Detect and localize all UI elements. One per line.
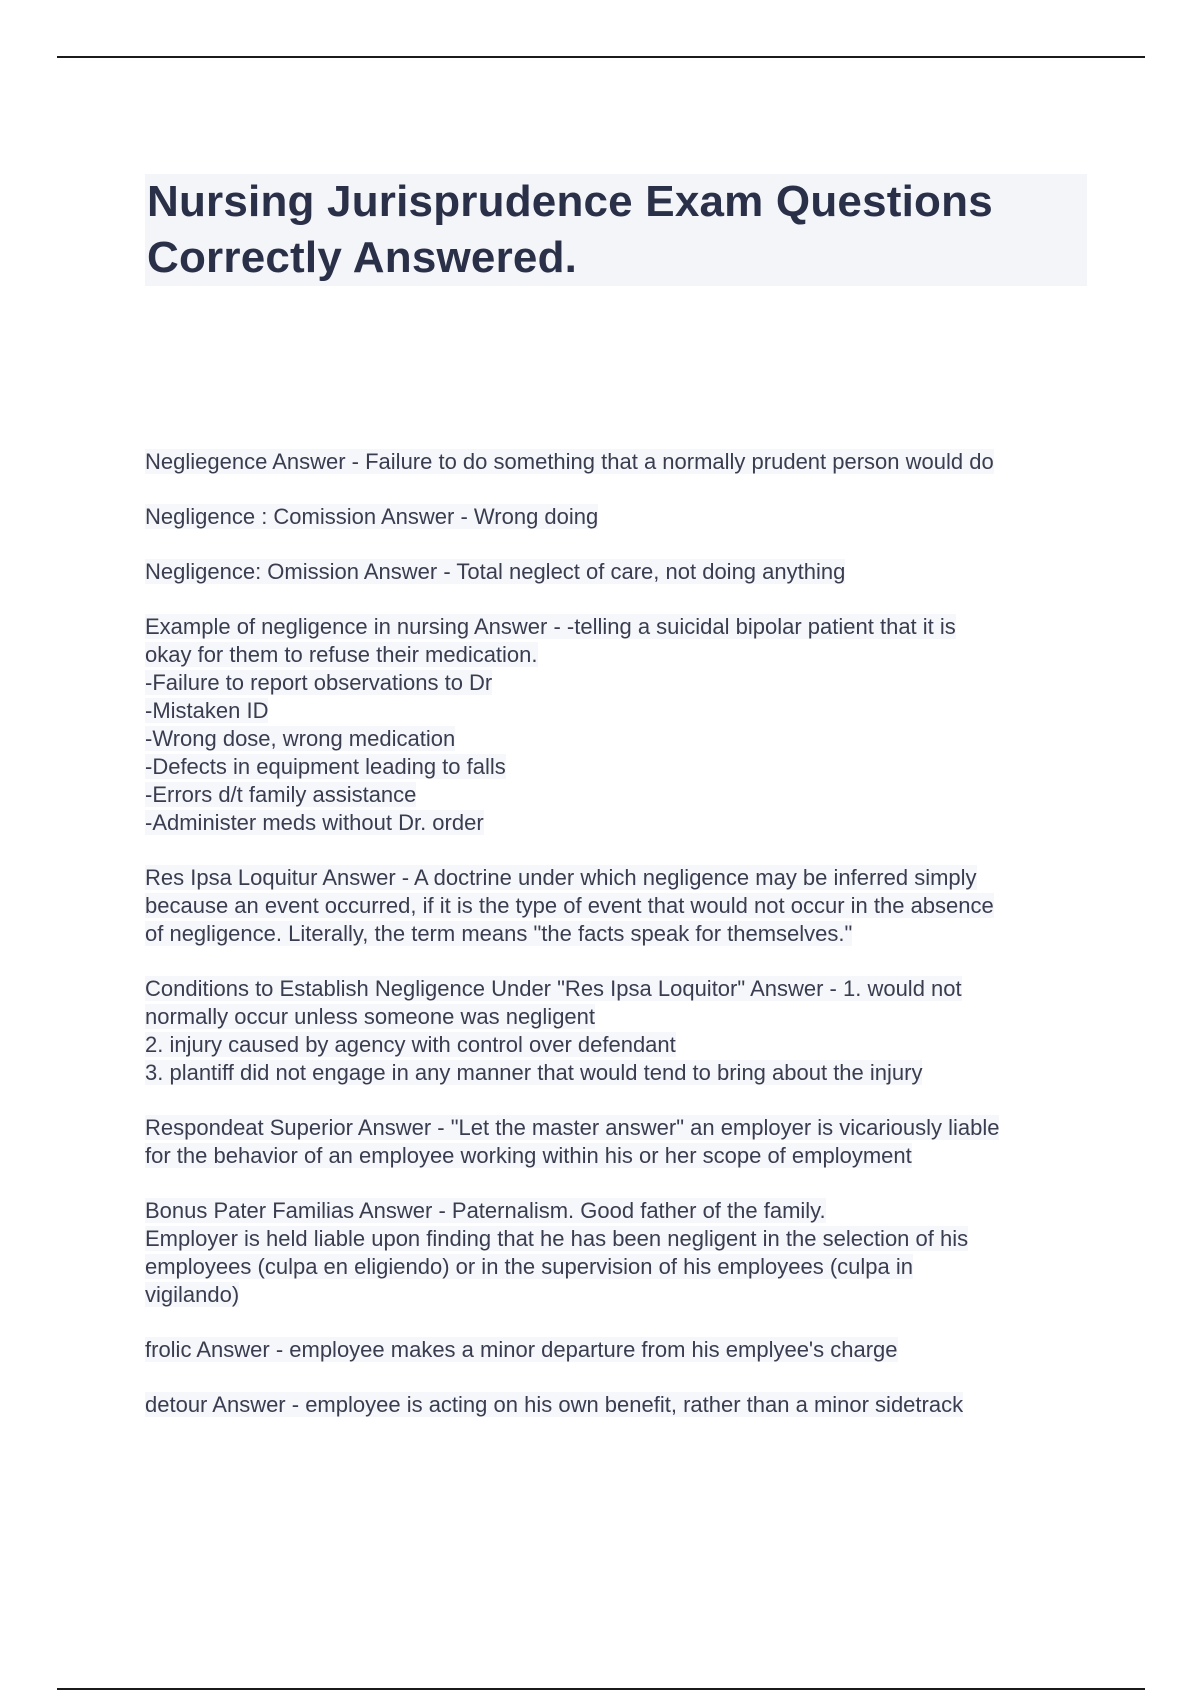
qa-text-line: -Wrong dose, wrong medication [145, 726, 456, 751]
qa-text-line: 2. injury caused by agency with control over defendant [145, 1032, 676, 1057]
qa-text-line: -Mistaken ID [145, 698, 269, 723]
bottom-divider [57, 1688, 1145, 1690]
qa-text-line: Bonus Pater Familias Answer - Paternalism. Good father of the family. [145, 1198, 826, 1223]
qa-text-line: -Errors d/t family assistance [145, 782, 417, 807]
qa-text-line: frolic Answer - employee makes a minor departure from his emplyee's charge [145, 1337, 898, 1362]
qa-text-line: Respondeat Superior Answer - "Let the master answer" an employer is vicariously liable [145, 1115, 1000, 1140]
qa-text-line: Example of negligence in nursing Answer - -telling a suicidal bipolar patient that it is [145, 614, 956, 639]
qa-text-line: -Defects in equipment leading to falls [145, 754, 506, 779]
qa-text-line: Res Ipsa Loquitur Answer - A doctrine under which negligence may be inferred simply [145, 865, 977, 890]
qa-text-line: okay for them to refuse their medication. [145, 642, 538, 667]
qa-text-line: of negligence. Literally, the term means "the facts speak for themselves." [145, 921, 853, 946]
qa-entry [145, 1197, 1095, 1309]
qa-text-line: Negligence: Omission Answer - Total neglect of care, not doing anything [145, 559, 846, 584]
title-block [145, 174, 1087, 286]
title-line: Correctly Answered. [147, 233, 578, 282]
qa-entry [145, 448, 1095, 476]
page-title [147, 174, 1087, 286]
qa-entry [145, 1391, 1095, 1419]
qa-text-line: Conditions to Establish Negligence Under "Res Ipsa Loquitor" Answer - 1. would not [145, 976, 962, 1001]
qa-text-line: Negliegence Answer - Failure to do something that a normally prudent person would do [145, 449, 994, 474]
qa-text-line: vigilando) [145, 1282, 240, 1307]
qa-text-line: -Failure to report observations to Dr [145, 670, 493, 695]
qa-text-line: for the behavior of an employee working within his or her scope of employment [145, 1143, 912, 1168]
qa-entry [145, 1114, 1095, 1170]
qa-text-line: because an event occurred, if it is the type of event that would not occur in the absence [145, 893, 994, 918]
qa-list [145, 448, 1095, 1446]
title-line: Nursing Jurisprudence Exam Questions [147, 177, 993, 226]
qa-text-line: 3. plantiff did not engage in any manner that would tend to bring about the injury [145, 1060, 923, 1085]
qa-entry [145, 975, 1095, 1087]
top-divider [57, 56, 1145, 58]
qa-entry [145, 613, 1095, 837]
qa-text-line: detour Answer - employee is acting on his own benefit, rather than a minor sidetrack [145, 1392, 964, 1417]
qa-text-line: Negligence : Comission Answer - Wrong doing [145, 504, 599, 529]
qa-text-line: normally occur unless someone was negligent [145, 1004, 596, 1029]
qa-text-line: employees (culpa en eligiendo) or in the supervision of his employees (culpa in [145, 1254, 913, 1279]
qa-entry [145, 558, 1095, 586]
qa-entry [145, 864, 1095, 948]
qa-text-line: -Administer meds without Dr. order [145, 810, 484, 835]
qa-text-line: Employer is held liable upon finding that he has been negligent in the selection of his [145, 1226, 969, 1251]
qa-entry [145, 1336, 1095, 1364]
qa-entry [145, 503, 1095, 531]
